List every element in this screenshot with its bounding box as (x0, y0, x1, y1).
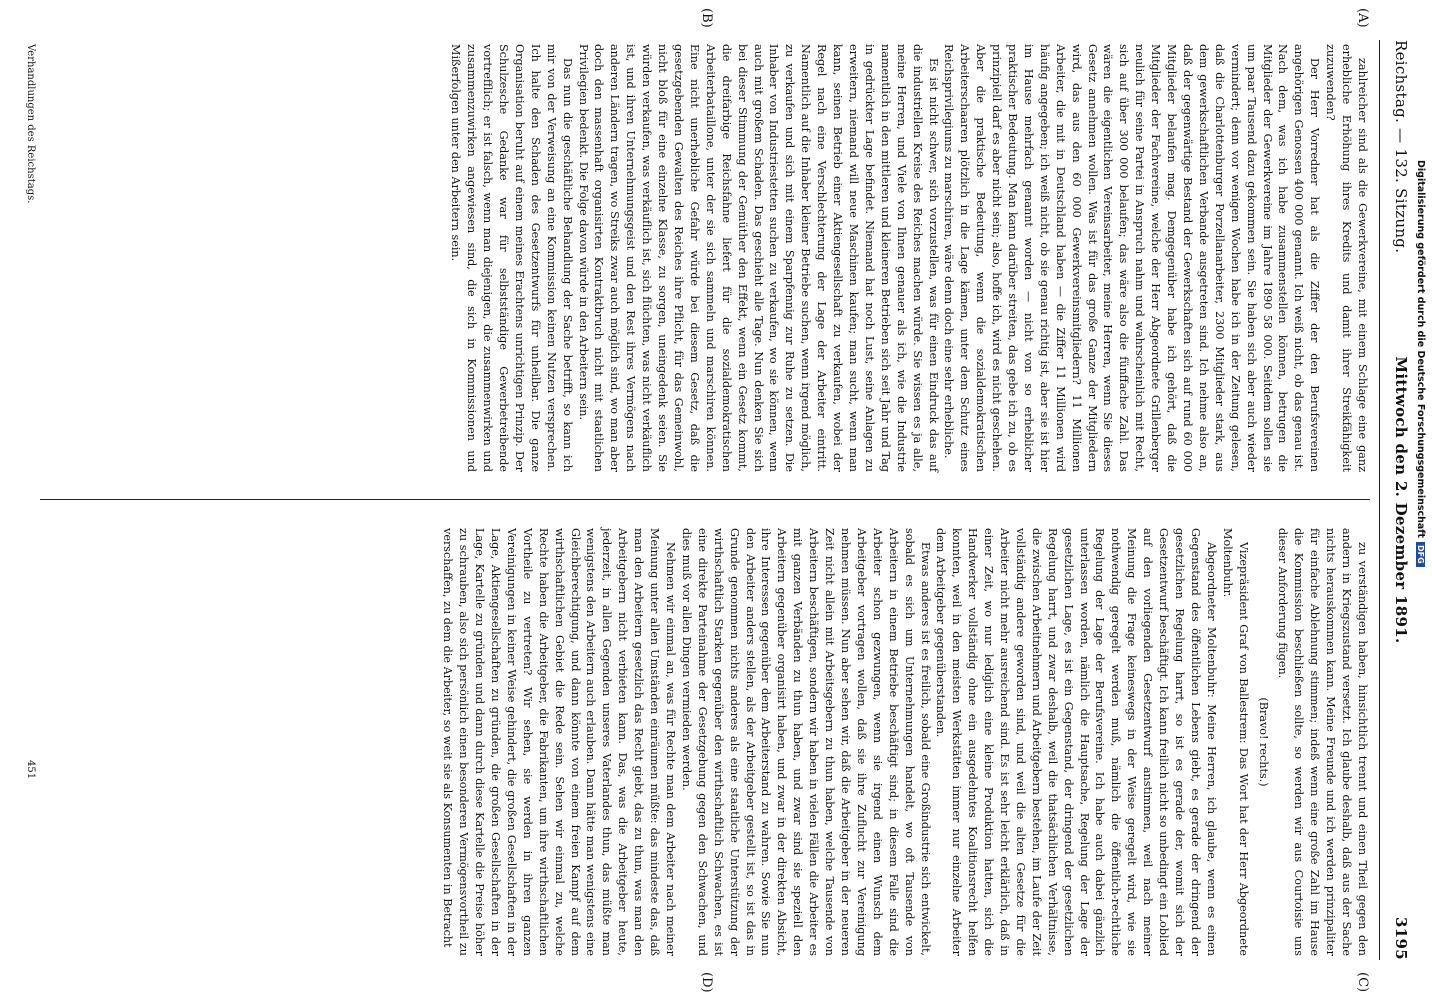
digitization-note (1412, 160, 1428, 880)
paragraph: Es ist nicht schwer, sich vorzustellen, was für einen Eindruck das auf die industriellen Kreise des Reiches machen würde. Sie wissen es ja alle, meine Herren, und Viele von Ihnen genauer als ich, wie die Industrie namentlich in den mittleren und kleineren Betrieben sich seit Jahr und Tag in gedrückter Lage befindet. Niemand hat noch Lust, seine Anlagen zu erweitern, niemand will neue Maschinen kaufen; man sucht, wenn man kann, seinen Betrieb einer Aktiengesellschaft zu verkaufen, wobei der Regel nach eine Verschlechterung der Lage der Arbeiter eintritt. Namentlich auf die Inhaber kleiner Betriebe suchen, wenn irgend möglich, zu verkaufen und sich mit einem Sparpfennig zur Ruhe zu setzen. Die Inhaber von Industriestetten suchen zu verkaufen, wo sie können, wenn auch mit großem Schaden. Das geschieht alle Tage. Nun denken Sie sich bei dieser Stimmung der Gemüther den Effekt, wenn ein Gesetz kommt, die dreifarbige Reichsfahne liefert für die sozialdemokratischen Arbeiterbataillone, unter der sie sich sammeln und marschiren können. Eine nicht unerhebliche Gefahr würde bei diesem Gesetz, daß die gesetzgebenden Gewalten des Reiches ihre Pflicht, für das Gemeinwohl, nicht bloß für eine einzelne Klasse, zu sorgen, uneingedenk seien. Sie würden verkaufen, was verkäuflich ist, sich flüchten, was nicht verkäuflich ist, und ihren Unternehmungsgeist und den Rest ihres Vermögens nach anderen Ländern tragen, wo Streiks zwar auch möglich sind, wo man aber doch den massenhaft organisirten Kontraktbruch nicht mit staatlichen Privilegien bedenkt. Die Folge davon würde in den Arbeitern sein. (576, 44, 940, 472)
margin-mark-b: (B) (699, 8, 714, 28)
speaker-paragraph: Abgeordneter Moltenbuhr: Meine Herren, ich glaube, wenn es einen Gegenstand des öffentlichen Lebens giebt, es gerade der dringend der gesetzlichen Regelung harrt, so ist es gerade der, womit sich der Gesetzentwurf beschäftigt. Ich kann freilich nicht so unbedingt ein Loblied auf den vorliegenden Gesetzentwurf anstimmen, weil nach meiner Meinung die Frage keineswegs in der Weise geregelt wird, wie sie nothwendig geregelt werden muß, nämlich die öffentlich-rechtliche Regelung der Lage der Berufsvereine. Ich habe auch dabei gänzlich unterlassen worden, nämlich die Hauptsache, Regelung der Lage der gesetzlichen Lage, es ist ein Gegenstand, der dringend der gesetzlichen Regelung harrt, und zwar deshalb, weil die thatsächlichen Verhältnisse, die zwischen Arbeitnehmern und Arbeitgebern bestehen, im Laufe der Zeit vollständig andere geworden sind, und weil die alten Gesetze für die Arbeiter nicht mehr ausreichend sind. Es ist sehr leicht erklärlich, daß in einer Zeit, wo nur lediglich eine kleine Produktion hatten, sich die Handwerker vollständig ohne ein ausgedehntes Koalitionsrecht helfen konnten, weil in den meisten Werkstätten immer nur einzelne Arbeiter dem Arbeitgeber gegenüberstanden. (934, 528, 1218, 956)
digitization-text: Digitalisierung gefördert durch die Deutsche Forschungsgemeinschaft (1415, 160, 1426, 538)
margin-mark-d: (D) (699, 972, 714, 993)
dfg-logo: DFG (1416, 542, 1425, 567)
applause-note: (Bravo! rechts.) (1256, 697, 1270, 787)
speaker-paragraph: Vizepräsident Graf von Ballestrem: Das Wort hat der Herr Abgeordnete Moltenbuhr. (1220, 528, 1250, 956)
header-date: Mittwoch den 2. Dezember 1891. (1392, 356, 1410, 644)
footer-source: Verhandlungen des Reichstags. (25, 44, 36, 204)
right-column (439, 528, 1370, 956)
header-rule (1379, 40, 1380, 960)
paragraph: Nehmen wir einmal an, was für Rechte man dem Arbeiter nach meiner Meinung unter allen Umständen einräumen müßte: das mindeste das, daß man den Arbeitern gesetzlich das Recht giebt, das zu thun, was man den Arbeitgebern nicht verbieten kann. Das, was die Arbeitgeber heute, jederzeit, in allen Gegenden unseres Vaterlandes thun, das müßte man wenigstens den Arbeitern auch erlauben. Dann hätte man wenigstens eine Gleichberechtigung, und dann könnte von einem freien Kampf auf dem wirthschaftlichen Gebiet die Rede sein. Sehen wir einmal zu, welche Rechte haben die Arbeitgeber, die Fabrikanten, um ihre wirthschaftlichen Vortheile zu vertreten? Wir sehen, sie werden in ihren ganzen Vereinigungen in keiner Weise gehindert, die großen Gesellschaften in der Lage, Aktiengesellschaften zu gründen, die großen Gesellschaften in der Lage, Kartelle zu gründen und dann durch diese Kartelle die Preise höher zu schrauben, also sich persönlich einen besonderen Vermögensvortheil zu verschaffen, zu dem die Arbeiter, so weit sie als Konsumenten in Betracht (441, 528, 678, 956)
paragraph: Das nun die geschäftliche Behandlung der Sache betrifft, so kann ich mir von der Verweisung an eine Kommission keinen Nutzen versprechen. Ich halte den Schaden des Gesetzentwurfs für unheilbar. Die ganze Organisation beruht auf einem meines Erachtens unrichtigen Prinzip. Der Schulzesche Gedanke war für selbstständige Gewerbetreibende vortrefflich; er ist falsch, wenn man diejenigen, die zusammenwirken und zusammenzuwirken angewiesen sind, die sich in Kommissionen und Mißerfolgen unter den Arbeitern sein. (449, 44, 574, 472)
column-divider (40, 499, 1370, 500)
paragraph: Etwas anderes ist es freilich, sobald eine Großindustrie sich entwickelt, sobald es sich um Unternehmungen handelt, wo oft Tausende von Arbeitern in einem Betriebe beschäftigt sind; in diesem Falle sind die Arbeiter schon gezwungen, wenn sie irgend einen Wunsch dem Arbeitgeber vortragen wollen, daß sie ihre Zuflucht zur Vereinigung nehmen müssen. Nun aber sehen wir, daß die Arbeitgeber in der neueren Zeit nicht allein mit Arbeitsgebern zu thun haben, welche Tausende von Arbeitern beschäftigen, sondern wir haben in vielen Fällen die Arbeiter es mit ganzen Verbänden zu thun haben, und zwar sind sie speziell den Arbeitern gegenüber organisirt haben, und zwar in der direkten Absicht, ihre Interessen gegenüber dem Arbeiterstand zu wahren. Sowie Sie nun den Arbeiter anders stellen, als der Arbeitgeber gestellt ist, so ist das in Grunde genommen nichts anderes als eine staatliche Unterstützung der wirthschaftlich Starken gegenüber den wirthschaftlich Schwachen, es ist eine direkte Parteinahme der Gesetzgebung gegen den Schwachen, und dies muß vor allen Dingen vermieden werden. (679, 528, 932, 956)
left-column (447, 44, 1370, 472)
page-number: 3195 (1392, 917, 1410, 960)
margin-mark-a: (A) (1355, 8, 1370, 28)
paragraph: Der Herr Vorredner hat als die Ziffer der den Berufsvereinen angehörigen Genossen 400 000 genannt. Ich weiß nicht, ob das genau ist. Nach dem, was ich habe zusammenstellen können, betrugen die Mitglieder der Gewerkvereine im Jahre 1890 58 000. Seitdem sollen sie um paar Tausend dazu gekommen sein. Sie haben sich aber auch wieder vermindert; denn vor wenigen Wochen habe ich in der Zeitung gelesen, daß die Charlottenburger Porzellanarbeiter, 2300 Mitglieder stark, aus dem gewerkschaftlichen Verbande ausgetreten sind. Ich nehme also an, daß der gegenwärtige Bestand der Gewerkschaften sich auf rund 60 000 Mitglieder belaufen mag. Demgegenüber habe ich gehört, daß die Mitglieder der Fachvereine, welche der Herr Abgeordnete Grillenberger neulich für seine Partei in Anspruch nahm und wahrscheinlich mit Recht, sich auf über 300 000 belaufen; das wäre also die fünffache Zahl. Das wären die eigentlichen Vereinsarbeiter, meine Herren, wenn Sie dieses Gesetz annehmen wollen. Was ist für das große Ganze der Mitgliedern wird, das aus den 60 000 Gewerkvereinsmitgliedern? 11 Millionen Arbeiter, die mit in Deutschland haben — die Ziffer 11 Millionen wird häufig angegeben; ich weiß nicht, ob sie genau richtig ist, aber sie ist hier im Hause mehrfach genannt worden — nicht von so erheblicher praktischer Bedeutung. Man kann darüber streiten, das gebe ich zu, ob es prinzipiell darf es aber nicht sein; also, hoffe ich, wird es nicht geschehen. Aber die praktische Bedeutung, wenn die sozialdemokratischen Arbeiterschaaren plötzlich in die Lage kämen, unter dem Schutz eines Reichsprivilegiums zu marschiren, wäre denn doch eine sehr erhebliche. (942, 44, 1322, 472)
footer-signature: 451 (25, 760, 36, 780)
page-header (1376, 40, 1410, 960)
paragraph: zahlreicher sind als die Gewerkvereine, mit einem Schlage eine ganz erhebliche Erhöhung ihres Kredits und damit ihrer Streikfähigkeit zuzuwenden? (1324, 44, 1369, 472)
margin-mark-c: (C) (1355, 972, 1370, 993)
paragraph: zu verständigen haben, hinsichtlich trennt und einen Theil gegen den andern in Kriegszustand versetzt. Ich glaube deshalb, daß aus der Sache nichts herauskommen kann. Meine Freunde und ich werden prinzipaliter für einfache Ablehnung stimmen; indeß wenn eine große Zahl im Hause die Kommission beschließen sollte, so werden wir aus Courtoisie uns dieser Anforderung fügen. (1276, 528, 1369, 956)
header-session: Reichstag. — 132. Sitzung. (1392, 40, 1410, 254)
